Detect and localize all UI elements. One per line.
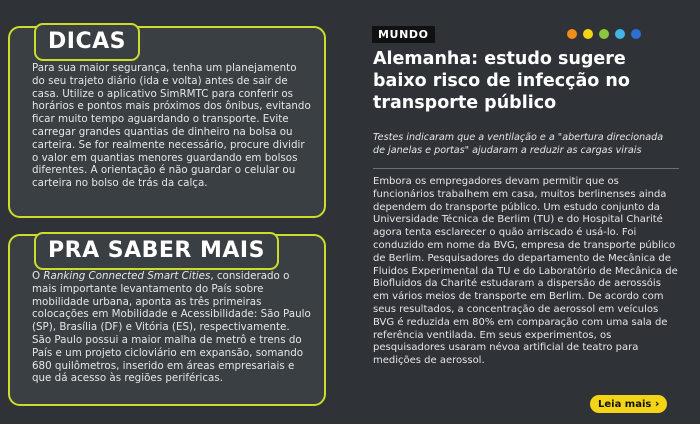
orange-dot-icon <box>567 29 577 39</box>
learn-more-box <box>8 234 326 406</box>
blue-dot-icon <box>631 29 641 39</box>
tips-box <box>8 26 326 218</box>
learn-more-text-rest: , considerado o mais importante levantamento do País sobre mobilidade urbana, aponta as três primeiras colocações em Mobilidade e Acessibilidade: São Paulo (SP), Brasília (DF) e Vitória (ES), respectivamente. São Paulo possui a maior malha de metrô e trens do País e um projeto cicloviário em expansão, somando 680 quilômetros, inserido em áreas empresariais e que dá acesso às regiões periféricas. <box>32 270 311 385</box>
yellow-dot-icon <box>583 29 593 39</box>
green-dot-icon <box>599 29 609 39</box>
tips-title: DICAS <box>34 23 140 61</box>
article-headline: Alemanha: estudo sugere baixo risco de infecção no transporte público <box>373 49 630 113</box>
section-tag: MUNDO <box>372 26 435 43</box>
article-subhead: Testes indicaram que a ventilação e a "abertura direcionada de janelas e portas" ajudaram a reduzir as cargas virais <box>373 132 664 156</box>
light-blue-dot-icon <box>615 29 625 39</box>
read-more-label: Leia mais <box>598 399 652 410</box>
article-body: Embora os empregadores devam permitir que os funcionários trabalhem em casa, muitos berlinenses ainda dependem do transporte público. Um estudo conjunto da Universidade Técnica de Berlim (TU) e do Hospital Charité agora tenta esclarecer o quão arriscado é usá-lo. Foi conduzido em nome da BVG, empresa de transporte público de Berlim. Pesquisadores do departamento de Mecânica de Fluidos Experimental da TU e do Laboratório de Mecânica de Biofluidos da Charité estudaram a dispersão de aerossóis em vários meios de transporte em Berlim. De acordo com seus resultados, a concentração de aerossol em veículos BVG é reduzida em 80% em comparação com uma sala de referência ventilada. Em seus experimentos, os pesquisadores usaram névoa artificial de teatro para medições de aerossol. <box>373 176 678 367</box>
tips-text: Para sua maior segurança, tenha um planejamento do seu trajeto diário (ida e volta) antes de sair de casa. Utilize o aplicativo SimRMTC para conferir os horários e pontos mais próximos dos ônibus, evitando ficar muito tempo aguardando o transporte. Evite carregar grandes quantias de dinheiro na bolsa ou carteira. Se for realmente necessário, procure dividir o valor em quantias menores guardando em bolsos diferentes. A orientação é não guardar o celular ou carteira no bolso de trás da calça. <box>32 62 311 190</box>
ranking-name: Ranking Connected Smart Cities <box>43 270 211 282</box>
learn-more-text <box>32 270 312 385</box>
color-dots <box>567 29 641 39</box>
learn-more-text-prefix: O <box>32 270 44 282</box>
divider <box>373 168 679 169</box>
learn-more-title: PRA SABER MAIS <box>34 232 279 270</box>
chevron-right-icon: › <box>654 397 660 410</box>
read-more-button[interactable] <box>590 395 667 413</box>
